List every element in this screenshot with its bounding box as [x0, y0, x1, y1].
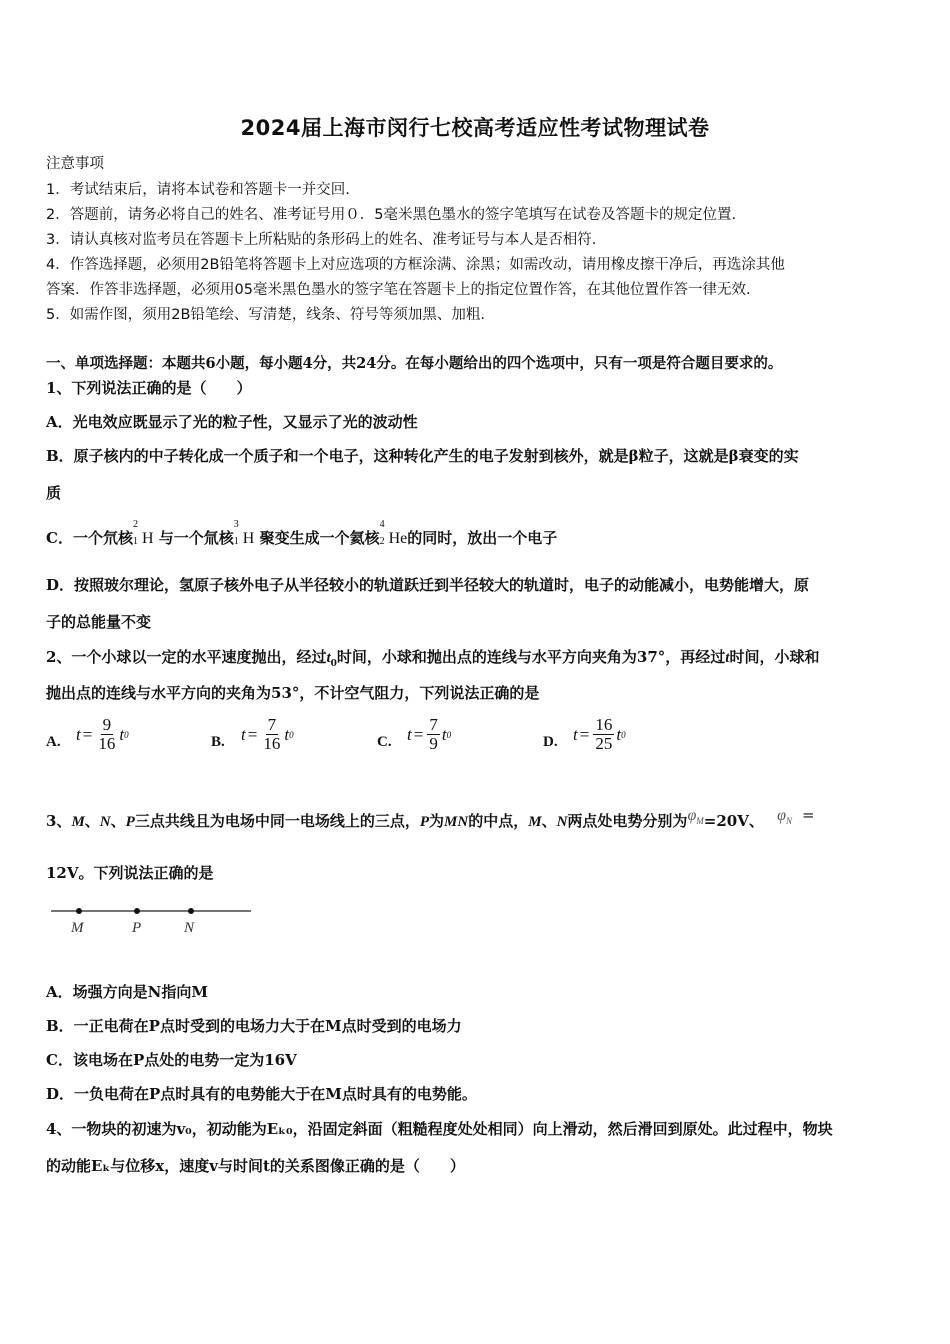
q2-option-c-formula: t = $\frac{7}{9}$ t 0	[407, 715, 452, 753]
notice-item-5: 5．如需作图，须用2B铅笔绘、写清楚，线条、符号等须加黑、加粗.	[46, 307, 486, 323]
q4-stem-line1: 4、一物块的初速为v₀，初动能为Eₖ₀，沿固定斜面（粗糙程度处处相同）向上滑动，然后滑回到原处。此过程中，物块	[46, 1120, 833, 1138]
notice-heading: 注意事项	[46, 156, 104, 172]
point-m-dot	[76, 908, 82, 914]
q3-stem-line1: 3、M、N、P三点共线且为电场中同一电场线上的三点，P为MN的中点，M、N两点处电势分别为$\varphi_M=20V$、 $\varphi_N$ =	[46, 806, 815, 830]
q1-c-text-1: C．一个氘核	[46, 529, 133, 547]
exam-title: 2024届上海市闵行七校高考适应性考试物理试卷	[240, 116, 710, 140]
point-p-dot	[134, 908, 140, 914]
q2-stem-line2: 抛出点的连线与水平方向的夹角为53°，不计空气阻力，下列说法正确的是	[46, 684, 540, 702]
q1-option-a: A．光电效应既显示了光的粒子性，又显示了光的波动性	[46, 413, 418, 431]
q1-c-text-2: 与一个氚核	[158, 529, 234, 547]
point-n-label: N	[184, 920, 195, 936]
point-p-label: P	[132, 920, 142, 936]
notice-item-4: 4．作答选择题，必须用2B铅笔将答题卡上对应选项的方框涂满、涂黑；如需改动，请用橡皮擦干净后，再选涂其他	[46, 257, 785, 273]
helium-symbol: 4 2 He	[379, 519, 408, 547]
q2-option-c[interactable]: C.	[377, 734, 392, 750]
notice-item-4-cont: 答案．作答非选择题，必须用05毫米黑色墨水的签字笔在答题卡上的指定位置作答，在其他位置作答一律无效.	[46, 282, 751, 298]
q2-option-a-formula: t = $\frac{9}{16}$ t 0	[76, 715, 129, 753]
q3-option-c[interactable]: C．该电场在P点处的电势一定为16V	[46, 1051, 297, 1069]
triton-symbol: 3 1 H	[233, 519, 255, 547]
q3-stem-line2: 12V。下列说法正确的是	[46, 864, 214, 882]
section-heading: 一、单项选择题：本题共6小题，每小题4分，共24分。在每小题给出的四个选项中，只有一项是符合题目要求的。	[46, 355, 783, 372]
q2-option-d-formula: t = $\frac{16}{25}$ t 0	[573, 715, 626, 753]
notice-item-3: 3．请认真核对监考员在答题卡上所粘贴的条形码上的姓名、准考证号与本人是否相符.	[46, 232, 597, 248]
q1-option-d: D．按照玻尔理论，氢原子核外电子从半径较小的轨道跃迁到半径较大的轨道时，电子的动能减小，电势能增大，原	[46, 576, 810, 594]
q1-stem: 1、下列说法正确的是（ ）	[46, 379, 252, 397]
field-line-figure	[48, 900, 258, 940]
q2-option-b-formula: t = $\frac{7}{16}$ t 0	[241, 715, 294, 753]
q2-option-b[interactable]: B.	[211, 734, 225, 750]
q1-c-text-3: 聚变生成一个氦核	[259, 529, 380, 547]
q2-option-a[interactable]: A.	[46, 734, 61, 750]
q1-option-d-cont: 子的总能量不变	[46, 613, 152, 631]
notice-item-2: 2．答题前，请务必将自己的姓名、准考证号用０．5毫米黑色墨水的签字笔填写在试卷及答题卡的规定位置.	[46, 207, 737, 223]
q2-option-d[interactable]: D.	[543, 734, 558, 750]
q2-stem-line1: 2、一个小球以一定的水平速度抛出，经过$t_0$时间，小球和抛出点的连线与水平方向夹角为37°，再经过t时间，小球和	[46, 648, 820, 669]
point-m-label: M	[71, 920, 84, 936]
q1-option-b: B．原子核内的中子转化成一个质子和一个电子，这种转化产生的电子发射到核外，就是β粒子，这就是β衰变的实	[46, 447, 799, 465]
q3-option-b[interactable]: B．一正电荷在P点时受到的电场力大于在M点时受到的电场力	[46, 1017, 462, 1035]
q1-option-b-cont: 质	[46, 484, 62, 502]
q1-c-text-4: 的同时，放出一个电子	[407, 529, 558, 547]
notice-item-1: 1．考试结束后，请将本试卷和答题卡一并交回.	[46, 182, 350, 198]
q1-option-c	[46, 519, 916, 548]
q3-option-d[interactable]: D．一负电荷在P点时具有的电势能大于在M点时具有的电势能。	[46, 1085, 477, 1103]
deuteron-symbol: 2 1 H	[132, 519, 154, 547]
q4-stem-line2: 的动能Eₖ与位移x，速度v与时间t的关系图像正确的是（ ）	[46, 1157, 465, 1175]
point-n-dot	[188, 908, 194, 914]
q3-option-a[interactable]: A．场强方向是N指向M	[46, 983, 208, 1001]
